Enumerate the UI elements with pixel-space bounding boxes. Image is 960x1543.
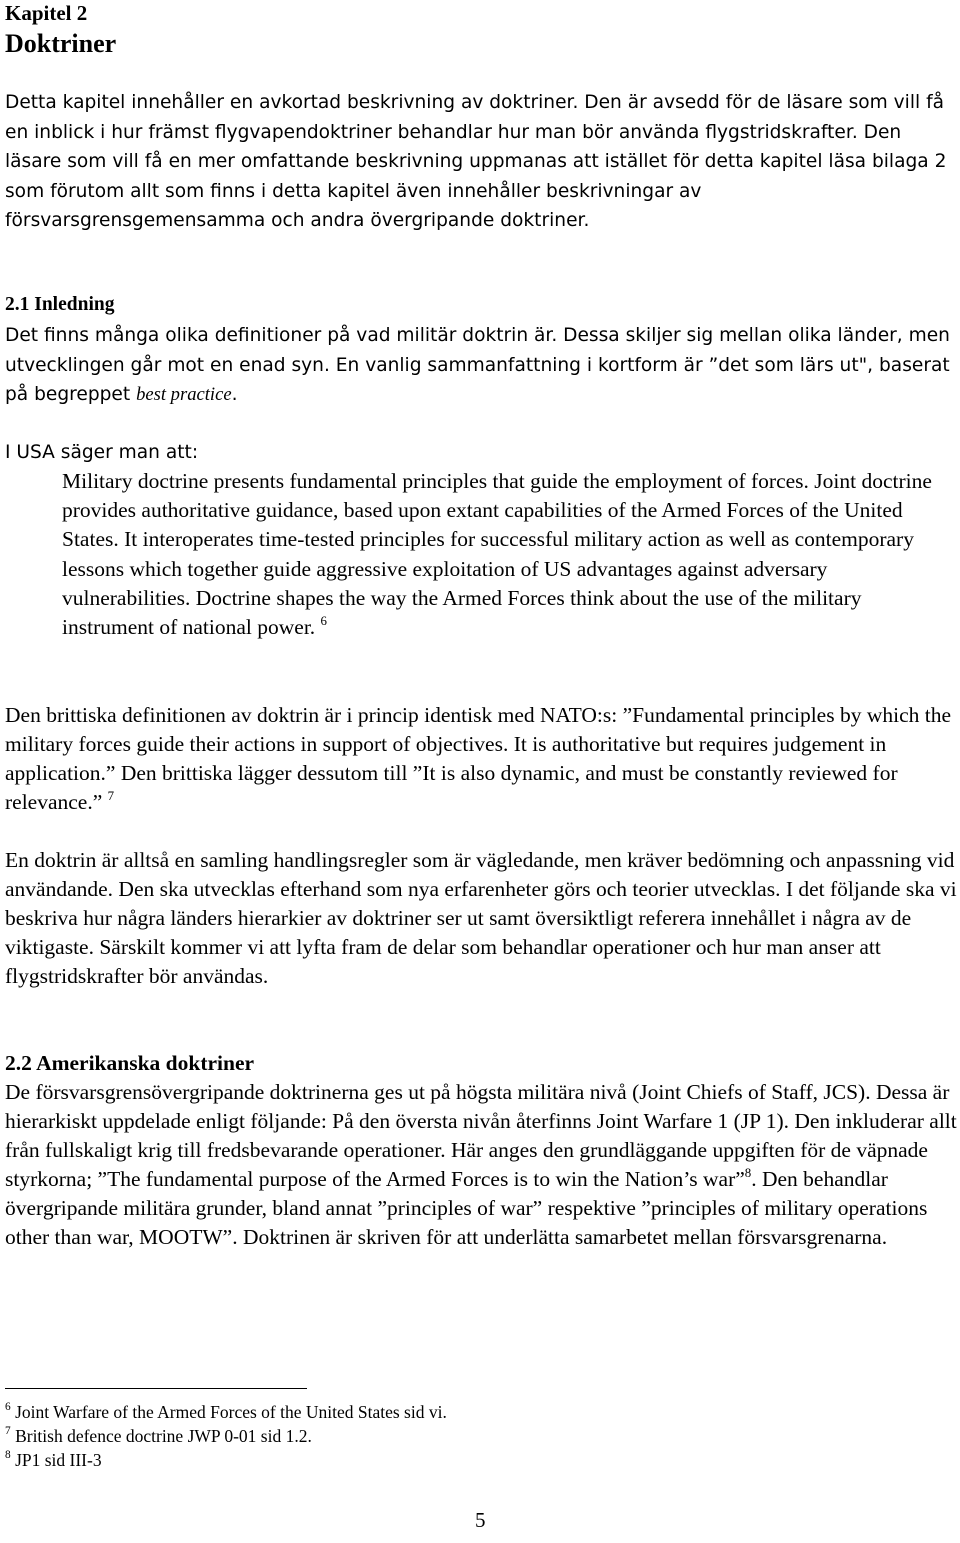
footnote-text: Joint Warfare of the Armed Forces of the United States sid vi. xyxy=(15,1402,447,1422)
footnote-number: 8 xyxy=(5,1449,11,1462)
best-practice-term: best practice xyxy=(136,384,232,405)
definitions-paragraph xyxy=(5,321,955,410)
usa-quote-text: Military doctrine presents fundamental principles that guide the employment of forces. Joint doctrine provides authoritative guidance, based upon extant capabilities of the Armed Forces of the United States. It interoperates time-tested principles for successful military action as well as contemporary lessons which together guide aggressive exploitation of US advantages against adversary vulnerabilities. Doctrine shapes the way the Armed Forces think about the use of the military instrument of national power. xyxy=(62,469,932,640)
footnote-7 xyxy=(5,1424,447,1448)
american-doctrines-paragraph xyxy=(5,1078,960,1252)
footnote-6 xyxy=(5,1400,447,1424)
footnote-number: 6 xyxy=(5,1401,11,1414)
definitions-text: Det finns många olika definitioner på vad militär doktrin är. Dessa skiljer sig mellan olika länder, men utvecklingen går mot en enad syn. En vanlig sammanfattning i kortform är ”det som lärs ut", baserat på begreppet xyxy=(5,325,950,405)
intro-paragraph: Detta kapitel innehåller en avkortad beskrivning av doktriner. Den är avsedd för de läsare som vill få en inblick i hur främst flygvapendoktriner behandlar hur man bör använda flygstridskrafter. Den läsare som vill få en mer omfattande beskrivning uppmanas att istället för detta kapitel läsa bilaga 2 som förutom allt som finns i detta kapitel även innehåller beskrivningar av försvarsgrensgemensamma och andra övergripande doktriner. xyxy=(5,92,947,231)
british-text: Den brittiska definitionen av doktrin är i princip identisk med NATO:s: ”Fundamental principles by which the military forces guide their actions in support of objectives. It is authoritative but requires judgement in application.” Den brittiska lägger dessutom till ”It is also dynamic, and must be constantly reviewed for relevance.” xyxy=(5,703,952,814)
footnote-divider xyxy=(5,1388,307,1389)
footnote-text: British defence doctrine JWP 0-01 sid 1.2. xyxy=(15,1426,312,1446)
american-text-a: De försvarsgrensövergripande doktrinerna ges ut på högsta militära nivå (Joint Chiefs of Staff, JCS). Dessa är hierarkiskt uppdelade enligt följande: På den översta nivån återfinns Joint Warfare 1 (JP 1). Den inkluderar allt från fullskaligt krig till fredsbevarande operationer. Här anges den grundläggande uppgiften för de väpnade styrkorna; ”The fundamental purpose of the Armed Forces is to win the Nation’s war” xyxy=(5,1080,957,1191)
usa-intro: I USA säger man att: xyxy=(5,442,199,463)
footnote-ref-7: 7 xyxy=(107,788,115,803)
footnotes xyxy=(5,1400,447,1472)
page-number: 5 xyxy=(475,1508,486,1532)
definitions-end: . xyxy=(231,384,238,405)
usa-doctrine-quote xyxy=(62,467,942,642)
footnote-text: JP1 sid III-3 xyxy=(15,1450,102,1470)
section-heading-2-1: 2.1 Inledning xyxy=(5,294,115,315)
footnote-number: 7 xyxy=(5,1425,11,1438)
section-heading-2-2: 2.2 Amerikanska doktriner xyxy=(5,1051,255,1075)
british-definition-paragraph xyxy=(5,701,960,817)
chapter-title: Doktriner xyxy=(5,29,117,58)
footnote-ref-6: 6 xyxy=(320,613,327,628)
footnote-8 xyxy=(5,1448,447,1472)
chapter-label: Kapitel 2 xyxy=(5,1,88,25)
summary-paragraph: En doktrin är alltså en samling handlingsregler som är vägledande, men kräver bedömning och anpassning vid användande. Den ska utvecklas efterhand som nya erfarenheter görs och teorier utvecklas. I det följande ska vi beskriva hur några länders hierarkier av doktriner ser ut samt översiktligt referera innehållet i några av de viktigaste. Särskilt kommer vi att lyfta fram de delar som behandlar operationer och hur man anser att flygstridskrafter bör användas. xyxy=(5,848,957,988)
american-text-b: . Den behandlar övergripande militära grunder, bland annat ”principles of war” respektive ”principles of military operations other than war, MOOTW”. Doktrinen är skriven för att underlätta samarbetet mellan försvarsgrenarna. xyxy=(5,1167,928,1249)
footnote-ref-8: 8 xyxy=(744,1165,752,1180)
